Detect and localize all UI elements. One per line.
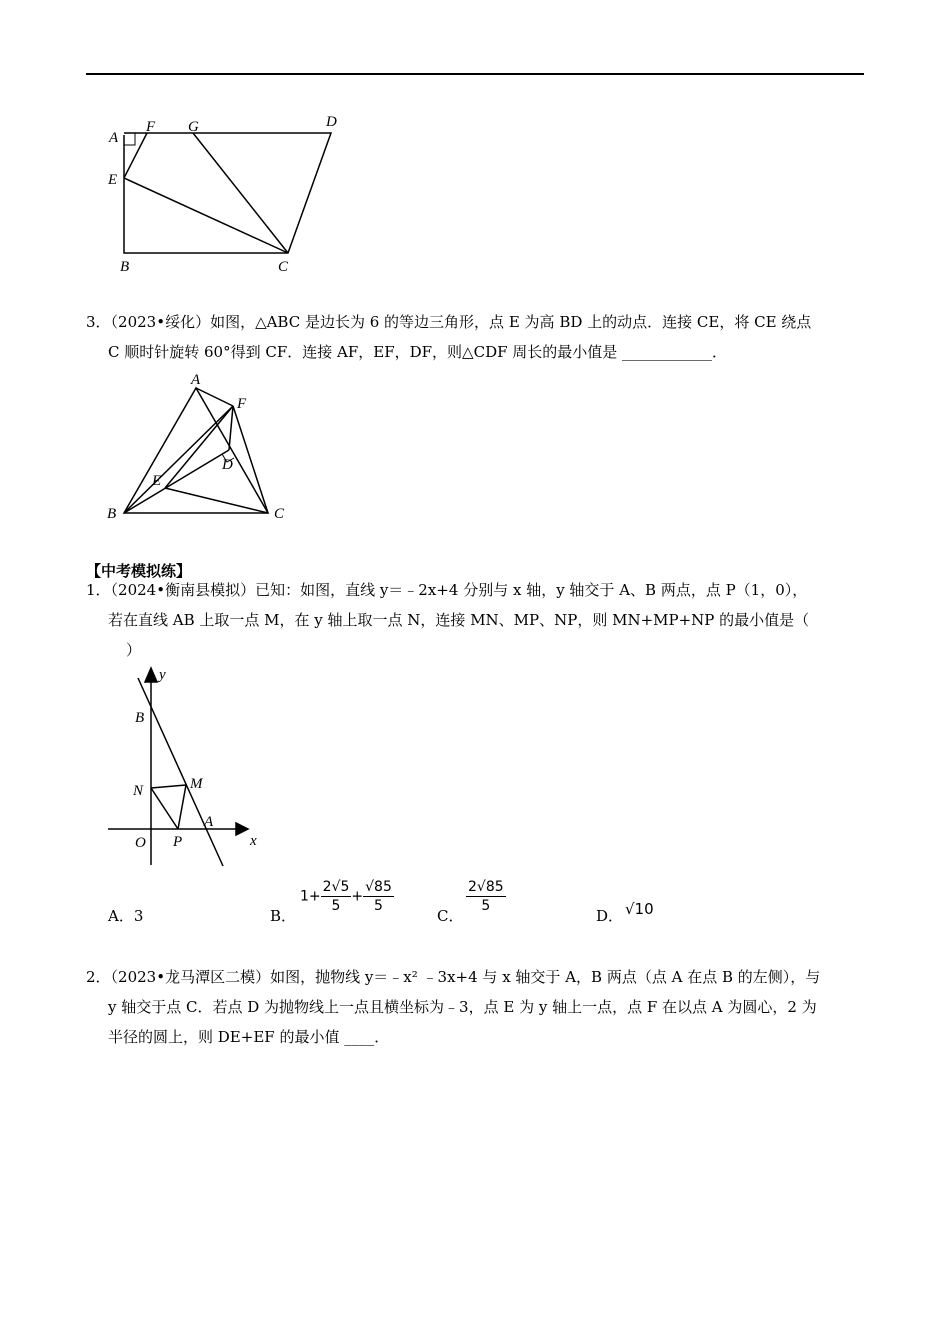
right-angle-mark (124, 133, 135, 145)
label-N: N (133, 783, 144, 799)
q3-line-2: C 顺时针旋转 60°得到 CF．连接 AF，EF，DF，则△CDF 周长的最小值是 ____________． (108, 343, 728, 361)
label-A: A (191, 372, 201, 388)
y-axis-arrow (145, 668, 157, 682)
label-A: A (109, 130, 119, 146)
segment-GC (193, 133, 288, 253)
segment-PM (178, 785, 186, 829)
segment-EC (165, 488, 268, 513)
m2-line-1: 2．（2023•龙马潭区二模）如图，抛物线 y＝﹣x² ﹣3x+4 与 x 轴交于 A，B 两点（点 A 在点 B 的左侧），与 (86, 968, 821, 986)
segment-BD (124, 450, 229, 513)
segment-FD (229, 406, 233, 450)
figure-q3-triangle (100, 368, 300, 528)
option-b-frac-2: $\frac{√85}{5}$ (365, 879, 392, 914)
label-A: A (204, 814, 214, 830)
label-B: B (135, 710, 145, 726)
segment-EF (165, 406, 233, 488)
option-d-label: D． (596, 907, 624, 925)
option-c-expression (466, 878, 506, 915)
label-G: G (188, 119, 199, 135)
segment-BF (124, 406, 233, 513)
label-B: B (107, 506, 117, 522)
label-D: D (222, 457, 233, 473)
section-title: 【中考模拟练】 (86, 562, 192, 580)
header-rule (86, 73, 864, 75)
option-c-label: C． (437, 907, 464, 925)
label-M: M (190, 776, 203, 792)
m2-line-3: 半径的圆上，则 DE+EF 的最小值 ____． (108, 1028, 390, 1046)
m1-line-2: 若在直线 AB 上取一点 M，在 y 轴上取一点 N，连接 MN、MP、NP，则 MN+MP+NP 的最小值是（ (108, 611, 810, 629)
label-P: P (173, 834, 183, 850)
segment-NM (151, 785, 186, 788)
option-d-expression: √10 (625, 900, 654, 918)
segment-EC (124, 178, 288, 253)
option-b-frac-1: $\frac{2√5}{5}$ (322, 879, 350, 914)
option-b-lead: 1+ (300, 888, 321, 905)
x-axis-arrow (236, 823, 248, 835)
label-F: F (237, 396, 247, 412)
label-D: D (326, 114, 337, 130)
q3-line-1: 3．（2023•绥化）如图，△ABC 是边长为 6 的等边三角形，点 E 为高 BD 上的动点．连接 CE，将 CE 绕点 (86, 313, 812, 331)
option-b-label: B． (270, 907, 297, 925)
label-y: y (159, 667, 166, 683)
segment-FC (233, 406, 268, 513)
option-c-frac: $\frac{2√85}{5}$ (468, 879, 504, 914)
m1-line-1: 1．（2024•衡南县模拟）已知：如图，直线 y＝﹣2x+4 分别与 x 轴，y 轴交于 A、B 两点，点 P（1，0）， (86, 581, 808, 599)
label-F: F (146, 119, 156, 135)
label-E: E (152, 473, 162, 489)
label-O: O (135, 835, 146, 851)
label-E: E (108, 172, 118, 188)
option-a: A．3 (108, 907, 144, 925)
label-x: x (250, 833, 257, 849)
option-b-plus: + (351, 888, 364, 905)
figure-m1-axes (100, 660, 280, 870)
label-C: C (278, 259, 289, 275)
label-C: C (274, 506, 285, 522)
m2-line-2: y 轴交于点 C．若点 D 为抛物线上一点且横坐标为﹣3，点 E 为 y 轴上一点，点 F 在以点 A 为圆心，2 为 (108, 998, 817, 1016)
m1-line-3: ） (126, 641, 142, 659)
figure-1-quadrilateral (100, 105, 360, 280)
option-b-expression (300, 878, 394, 915)
label-B: B (120, 259, 130, 275)
segment-NP (151, 788, 178, 829)
